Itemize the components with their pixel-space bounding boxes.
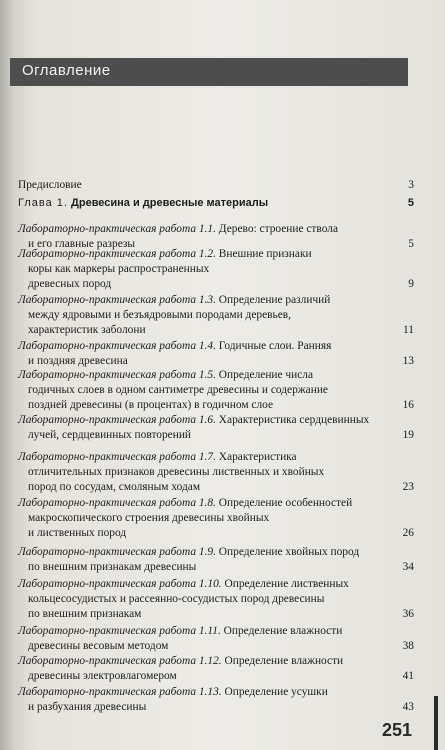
toc-entry-line — [18, 308, 414, 323]
toc-entry-text: Определение различий — [215, 294, 331, 306]
toc-page-number: 16 — [402, 399, 414, 412]
toc-entry-text: и его главные разрезы — [28, 238, 136, 251]
toc-entry[interactable] — [18, 545, 414, 575]
toc-entry-text: и лиственных пород — [28, 527, 127, 540]
toc-entry[interactable] — [18, 496, 414, 542]
work-label: Лабораторно-практическая работа 1.8. — [18, 497, 216, 509]
work-label: Лабораторно-практическая работа 1.3. — [18, 294, 216, 306]
toc-entry-text: древесины весовым методом — [28, 640, 169, 653]
toc-entry-text: Определение лиственных — [221, 578, 349, 590]
toc-entry[interactable] — [18, 178, 414, 193]
toc-entry-text: Дерево: строение ствола — [215, 223, 338, 235]
toc-entry[interactable] — [18, 654, 414, 684]
toc-entry-line — [18, 700, 414, 715]
toc-entry[interactable] — [18, 339, 414, 369]
toc-entry-line — [18, 685, 414, 700]
toc-page-number: 5 — [408, 238, 414, 251]
toc-entry-text: Определение усушки — [221, 686, 328, 698]
chapter-label: Глава 1. — [18, 197, 68, 209]
toc-page-number: 43 — [402, 701, 414, 714]
toc-entry-text: характеристик заболони — [28, 324, 146, 337]
toc-entry-line — [18, 262, 414, 277]
toc-page-number: 9 — [408, 278, 414, 291]
toc-entry-line — [18, 383, 414, 398]
toc-page-number: 19 — [402, 429, 414, 442]
toc-entry-text: и поздняя древесина — [28, 355, 128, 368]
toc-entry-line — [18, 413, 414, 428]
toc-entry-line — [18, 293, 414, 308]
toc-page-number: 34 — [402, 561, 414, 574]
toc-entry-text: по внешним признакам древесины — [28, 561, 197, 574]
folio-bar — [434, 696, 438, 750]
page-title: Оглавление — [22, 62, 111, 79]
toc-entry-line — [18, 607, 414, 622]
toc-entry-line — [18, 465, 414, 480]
toc-entry[interactable] — [18, 413, 414, 443]
work-label: Лабораторно-практическая работа 1.2. — [18, 248, 216, 260]
toc-chapter[interactable] — [18, 196, 414, 211]
toc-entry-text: пород по сосудам, смоляным ходам — [28, 481, 201, 494]
toc-entry-text: Определение числа — [215, 369, 314, 381]
toc-entry-text: лучей, сердцевинных повторений — [28, 429, 192, 442]
toc-entry-text: Определение влажности — [221, 655, 344, 667]
toc-page-number: 41 — [402, 670, 414, 683]
toc-entry-text: и разбухания древесины — [28, 701, 147, 714]
toc-entry-line — [18, 669, 414, 684]
toc-entry-text: кольцесосудистых и рассеянно-сосудистых пород древесины — [28, 593, 325, 606]
toc-entry-text: годичных слоев в одном сантиметре древесины и содержание — [28, 384, 328, 397]
work-label: Лабораторно-практическая работа 1.7. — [18, 451, 216, 463]
work-label: Лабораторно-практическая работа 1.13. — [18, 686, 222, 698]
toc-entry-line — [18, 511, 414, 526]
toc-entry-line — [18, 178, 414, 193]
toc-entry-text: Древесина и древесные материалы — [71, 197, 269, 209]
toc-entry-text: между ядровыми и безъядровыми породами деревьев, — [28, 309, 291, 322]
toc-entry-text: поздней древесины (в процентах) в годичном слое — [28, 399, 274, 412]
toc-entry-line — [18, 368, 414, 383]
toc-entry-line — [18, 323, 414, 338]
toc-entry-text: Характеристика сердцевинных — [215, 414, 370, 426]
work-label: Лабораторно-практическая работа 1.5. — [18, 369, 216, 381]
toc-entry-text: коры как маркеры распространенных — [28, 263, 210, 276]
toc-entry-line — [18, 222, 414, 237]
toc-entry[interactable] — [18, 685, 414, 715]
toc-entry-line — [18, 480, 414, 495]
toc-entry-line — [18, 339, 414, 354]
toc-entry-line — [18, 577, 414, 592]
toc-page-number: 3 — [408, 179, 414, 191]
toc-entry-line — [18, 196, 414, 211]
toc-entry-line — [18, 247, 414, 262]
toc-entry-line — [18, 450, 414, 465]
toc-entry-text: Определение особенностей — [215, 497, 353, 509]
toc-page-number: 13 — [402, 355, 414, 368]
toc-entry-line — [18, 560, 414, 575]
toc-entry-line — [18, 526, 414, 541]
work-label: Лабораторно-практическая работа 1.6. — [18, 414, 216, 426]
toc-entry-line — [18, 545, 414, 560]
toc-entry-text: древесины электровлагомером — [28, 670, 177, 683]
toc-entry[interactable] — [18, 577, 414, 623]
toc-entry[interactable] — [18, 368, 414, 414]
toc-entry[interactable] — [18, 450, 414, 496]
toc-entry-line — [18, 592, 414, 607]
toc-entry[interactable] — [18, 624, 414, 654]
work-label: Лабораторно-практическая работа 1.10. — [18, 578, 222, 590]
work-label: Лабораторно-практическая работа 1.4. — [18, 340, 216, 352]
toc-page-number: 36 — [402, 608, 414, 621]
toc-entry-text: макроскопического строения древесины хвойных — [28, 512, 270, 525]
toc-entry-text: Определение влажности — [220, 625, 343, 637]
toc-entry-line — [18, 624, 414, 639]
toc-entry-text: древесных пород — [28, 278, 112, 291]
toc-page-number: 38 — [402, 640, 414, 653]
toc-entry-text: Определение хвойных пород — [215, 546, 360, 558]
toc-entry-line — [18, 654, 414, 669]
toc-entry-text: Годичные слои. Ранняя — [215, 340, 332, 352]
work-label: Лабораторно-практическая работа 1.11. — [18, 625, 221, 637]
toc-entry-line — [18, 398, 414, 413]
toc-entry[interactable] — [18, 293, 414, 339]
toc-entry-text: Предисловие — [18, 179, 82, 191]
work-label: Лабораторно-практическая работа 1.12. — [18, 655, 222, 667]
toc-entry-text: Характеристика — [215, 451, 297, 463]
work-label: Лабораторно-практическая работа 1.9. — [18, 546, 216, 558]
toc-page-number: 26 — [402, 527, 414, 540]
page-number: 251 — [382, 720, 413, 740]
toc-entry-line — [18, 496, 414, 511]
toc-page-number: 23 — [402, 481, 414, 494]
toc-entry-text: отличительных признаков древесины лиственных и хвойных — [28, 466, 325, 479]
toc-entry-text: по внешним признакам — [28, 608, 142, 621]
toc-entry-line — [18, 277, 414, 292]
toc-entry-line — [18, 428, 414, 443]
toc-page-number: 5 — [407, 197, 414, 209]
toc-entry-line — [18, 639, 414, 654]
toc-entry[interactable] — [18, 247, 414, 293]
toc-page-number: 11 — [403, 324, 414, 337]
toc-entry-text: Внешние признаки — [215, 248, 312, 260]
work-label: Лабораторно-практическая работа 1.1. — [18, 223, 216, 235]
